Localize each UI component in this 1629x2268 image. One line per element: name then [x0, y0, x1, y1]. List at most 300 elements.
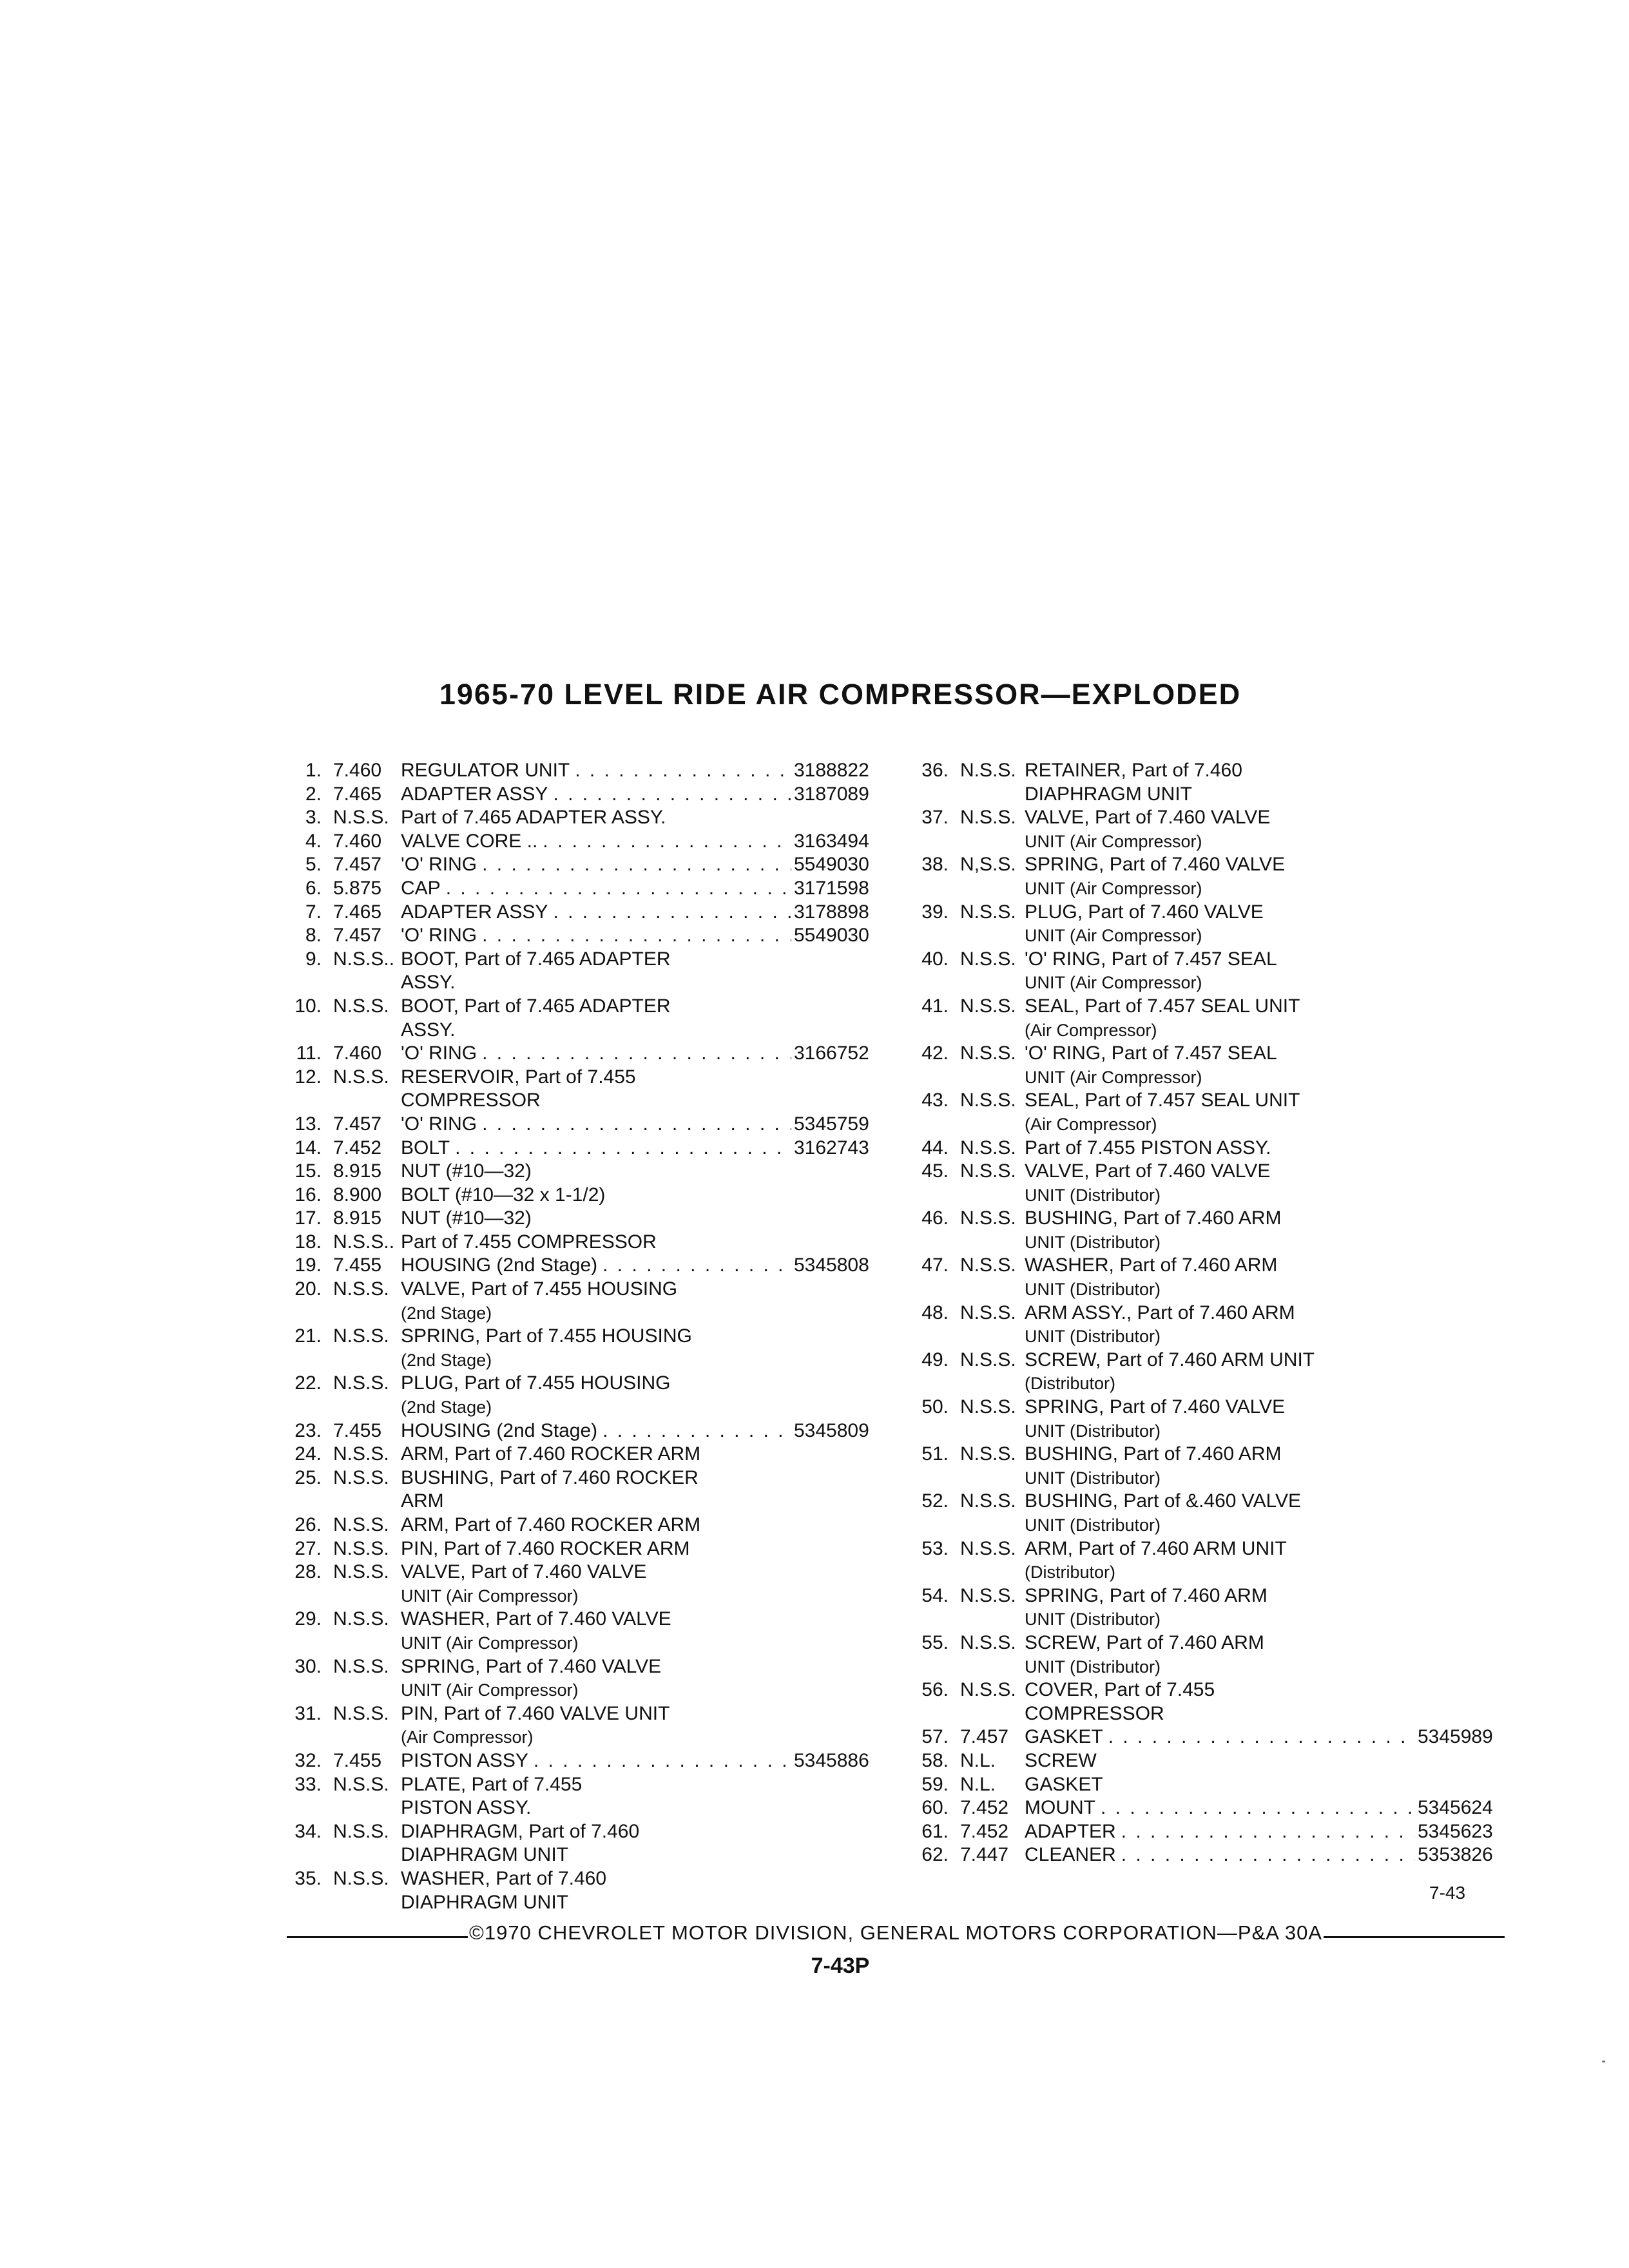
item-description: [401, 1137, 794, 1160]
item-number: 10.: [294, 995, 322, 1017]
part-number: [1418, 995, 1527, 1042]
part-number: [1418, 1773, 1527, 1797]
description-line: [1025, 830, 1418, 854]
parts-list-item: [287, 1160, 903, 1184]
item-description: [1025, 1490, 1418, 1537]
parts-list-item: [914, 1443, 1527, 1490]
item-number: 41.: [921, 995, 949, 1017]
description-text: (Air Compressor): [1025, 1114, 1157, 1134]
parts-list-item: [287, 1749, 903, 1773]
parts-list-item: [287, 1608, 903, 1655]
item-number: 18.: [294, 1231, 322, 1253]
description-line: [1025, 853, 1418, 877]
part-number: [1418, 1302, 1527, 1349]
description-line: [401, 1749, 794, 1773]
item-number: 49.: [921, 1349, 949, 1370]
group-number: N.S.S.: [960, 1160, 1016, 1182]
group-number: 7.457: [960, 1726, 1009, 1748]
description-line: [401, 1820, 794, 1844]
description-line: [401, 853, 794, 877]
parts-list-item: [287, 1207, 903, 1231]
part-number: [794, 1231, 903, 1254]
parts-list-item: [287, 1113, 903, 1137]
parts-list-item: [914, 1207, 1527, 1254]
part-number: [794, 995, 903, 1042]
item-description: [401, 853, 794, 877]
leader-dots: [1108, 1725, 1415, 1749]
description-text: PIN, Part of 7.460 ROCKER ARM: [401, 1537, 690, 1559]
description-text: Part of 7.455 PISTON ASSY.: [1025, 1137, 1271, 1158]
description-text: CAP: [401, 877, 441, 899]
item-description: [1025, 1207, 1418, 1254]
item-description: [401, 877, 794, 901]
description-line: [401, 1207, 794, 1231]
group-number: 7.452: [333, 1137, 382, 1158]
parts-list-item: [287, 830, 903, 854]
description-line: [401, 1796, 794, 1820]
item-description: [401, 1254, 794, 1278]
group-number: 7.465: [333, 901, 382, 923]
description-text: (2nd Stage): [401, 1350, 492, 1370]
description-text: UNIT (Air Compressor): [1025, 831, 1202, 851]
description-line: [401, 1655, 794, 1679]
description-text: PLUG, Part of 7.460 VALVE: [1025, 901, 1264, 923]
description-text: UNIT (Distributor): [1025, 1232, 1161, 1252]
description-line: [401, 1514, 794, 1537]
description-text: UNIT (Distributor): [1025, 1185, 1161, 1205]
description-line: [1025, 1231, 1418, 1254]
group-number: 7.455: [333, 1749, 382, 1771]
item-description: [1025, 1843, 1418, 1867]
description-text: BOLT (#10—32 x 1-1/2): [401, 1184, 606, 1206]
description-text: GASKET: [1025, 1726, 1103, 1748]
item-description: [401, 1231, 794, 1254]
item-description: [1025, 1678, 1418, 1725]
description-text: SPRING, Part of 7.460 VALVE: [401, 1655, 662, 1677]
description-text: DIAPHRAGM UNIT: [401, 1891, 569, 1913]
item-description: [401, 1042, 794, 1066]
group-number: N.S.S.: [333, 1561, 389, 1583]
item-description: [401, 995, 794, 1042]
description-line: [1025, 1372, 1418, 1396]
parts-list-item: [287, 1325, 903, 1372]
group-number: N.S.S.: [333, 1773, 389, 1795]
part-number: 3166752: [794, 1043, 869, 1064]
group-number: 7.460: [333, 760, 382, 781]
part-number: [794, 1443, 903, 1466]
item-number: 37.: [921, 807, 949, 829]
parts-list-item: [914, 1773, 1527, 1797]
parts-list-item: [287, 1537, 903, 1561]
group-number: N.S.S.: [960, 1349, 1016, 1370]
item-description: [1025, 806, 1418, 853]
description-text: 'O' RING: [401, 925, 477, 947]
group-number: 7.447: [960, 1844, 1009, 1866]
description-text: ADAPTER ASSY: [401, 901, 548, 923]
part-number: 5345886: [794, 1749, 869, 1771]
leader-dots: [1121, 1820, 1415, 1844]
description-text: (Distributor): [1025, 1562, 1116, 1582]
description-line: [401, 783, 794, 807]
description-text: UNIT (Air Compressor): [1025, 1067, 1202, 1087]
description-text: ARM, Part of 7.460 ROCKER ARM: [401, 1443, 701, 1465]
group-number: N.L.: [960, 1749, 996, 1771]
item-number: 27.: [294, 1537, 322, 1559]
description-text: UNIT (Distributor): [1025, 1468, 1161, 1488]
description-text: WASHER, Part of 7.460: [401, 1867, 607, 1889]
group-number: N.S.S.: [333, 1066, 389, 1088]
leader-dots: [575, 759, 791, 783]
description-text: BUSHING, Part of &.460 VALVE: [1025, 1490, 1302, 1512]
item-number: 36.: [921, 760, 949, 781]
description-line: [1025, 1042, 1418, 1066]
parts-list-item: [287, 1514, 903, 1537]
description-text: WASHER, Part of 7.460 VALVE: [401, 1608, 671, 1630]
description-line: [1025, 1773, 1418, 1797]
description-text: ASSY.: [401, 1019, 456, 1041]
item-description: [401, 948, 794, 995]
part-number: [1418, 1631, 1527, 1678]
description-line: [401, 1466, 794, 1490]
group-number: N.S.S.: [960, 901, 1016, 923]
item-description: [401, 901, 794, 925]
part-number: 3171598: [794, 877, 869, 899]
description-text: SCREW, Part of 7.460 ARM UNIT: [1025, 1349, 1315, 1370]
item-description: [1025, 1725, 1418, 1749]
group-number: N.S.S.: [960, 1631, 1016, 1653]
leader-dots: [602, 1254, 791, 1278]
parts-list-item: [914, 1396, 1527, 1443]
part-number: [1418, 1678, 1527, 1725]
item-description: [401, 1278, 794, 1325]
description-text: RETAINER, Part of 7.460: [1025, 760, 1242, 781]
parts-list-item: [914, 1631, 1527, 1678]
footer-copyright: ©1970 CHEVROLET MOTOR DIVISION, GENERAL MOTORS CORPORATION—P&A 30A: [469, 1921, 1322, 1944]
description-line: [1025, 901, 1418, 925]
description-line: [401, 1231, 794, 1254]
item-description: [401, 759, 794, 783]
part-number: [794, 1702, 903, 1749]
description-line: [401, 759, 794, 783]
item-number: 14.: [294, 1137, 322, 1158]
item-number: 35.: [294, 1867, 322, 1889]
item-description: [1025, 995, 1418, 1042]
description-text: VALVE CORE ..: [401, 830, 538, 852]
description-text: BOOT, Part of 7.465 ADAPTER: [401, 995, 671, 1017]
parts-list-item: [287, 901, 903, 925]
description-text: NUT (#10—32): [401, 1207, 532, 1229]
item-number: 28.: [294, 1561, 322, 1583]
leader-dots: [455, 1137, 791, 1160]
part-number: [794, 1466, 903, 1514]
parts-list-item: [914, 1254, 1527, 1301]
description-line: [1025, 1796, 1418, 1820]
item-number: 20.: [294, 1278, 322, 1300]
part-number: [1418, 806, 1527, 853]
parts-list-right: [914, 759, 1527, 1867]
part-number: [794, 1561, 903, 1608]
group-number: 8.915: [333, 1207, 382, 1229]
item-number: 38.: [921, 854, 949, 876]
parts-list-item: [914, 1089, 1527, 1136]
description-text: (Distributor): [1025, 1374, 1116, 1394]
description-text: PISTON ASSY: [401, 1749, 528, 1771]
part-number: [794, 1066, 903, 1113]
description-line: [401, 1678, 794, 1702]
part-number: [1418, 1349, 1527, 1396]
item-number: 33.: [294, 1773, 322, 1795]
description-line: [401, 1773, 794, 1797]
description-line: [1025, 1466, 1418, 1490]
description-line: [401, 1702, 794, 1726]
description-line: [401, 1867, 794, 1891]
item-number: 7.: [305, 901, 322, 923]
leader-dots: [534, 1749, 791, 1773]
parts-list-item: [287, 1702, 903, 1749]
leader-dots: [446, 877, 791, 901]
description-line: [401, 1302, 794, 1325]
parts-list-item: [287, 1867, 903, 1914]
description-line: [401, 1396, 794, 1419]
item-description: [1025, 1254, 1418, 1301]
item-number: 39.: [921, 901, 949, 923]
group-number: N.S.S.: [333, 1820, 389, 1842]
group-number: N.S.S..: [333, 948, 395, 970]
parts-list-item: [287, 924, 903, 948]
description-line: [401, 1419, 794, 1443]
item-description: [401, 1820, 794, 1867]
part-number: [1418, 759, 1527, 806]
group-number: N.S.S.: [960, 995, 1016, 1017]
parts-list-item: [287, 1443, 903, 1466]
description-line: [1025, 1207, 1418, 1231]
part-number: 5549030: [794, 854, 869, 876]
part-number: [1418, 1160, 1527, 1207]
description-text: UNIT (Air Compressor): [1025, 973, 1202, 993]
item-number: 50.: [921, 1396, 949, 1418]
description-line: [1025, 1066, 1418, 1090]
item-description: [1025, 1443, 1418, 1490]
description-line: [401, 1891, 794, 1915]
description-line: [401, 995, 794, 1019]
parts-list-item: [914, 1490, 1527, 1537]
description-line: [401, 1561, 794, 1584]
description-text: UNIT (Distributor): [1025, 1657, 1161, 1677]
description-text: SPRING, Part of 7.460 VALVE: [1025, 854, 1286, 876]
item-number: 3.: [305, 807, 322, 829]
part-number: [1418, 901, 1527, 948]
item-number: 52.: [921, 1490, 949, 1512]
page-number: 7-43P: [811, 1954, 870, 1978]
description-line: [1025, 1608, 1418, 1631]
description-line: [1025, 1443, 1418, 1466]
description-line: [401, 1537, 794, 1561]
description-line: [1025, 1843, 1418, 1867]
item-number: 34.: [294, 1820, 322, 1842]
item-number: 15.: [294, 1160, 322, 1182]
group-number: N.S.S.: [960, 760, 1016, 781]
group-number: N.S.S.: [960, 1137, 1016, 1158]
description-text: BOLT: [401, 1137, 450, 1158]
parts-list-item: [287, 1820, 903, 1867]
part-number: 5549030: [794, 925, 869, 947]
description-text: ASSY.: [401, 972, 456, 994]
item-number: 55.: [921, 1631, 949, 1653]
item-description: [401, 1773, 794, 1820]
item-number: 44.: [921, 1137, 949, 1158]
parts-list-item: [914, 853, 1527, 900]
parts-list-item: [914, 1749, 1527, 1773]
description-text: HOUSING (2nd Stage): [401, 1419, 598, 1441]
item-description: [401, 1561, 794, 1608]
parts-list-item: [287, 1655, 903, 1702]
description-text: RESERVOIR, Part of 7.455: [401, 1066, 636, 1088]
part-number: 3187089: [794, 783, 869, 805]
parts-list-item: [914, 1160, 1527, 1207]
description-text: ARM, Part of 7.460 ARM UNIT: [1025, 1537, 1287, 1559]
leader-dots: [1101, 1796, 1415, 1820]
description-text: VALVE, Part of 7.460 VALVE: [401, 1561, 647, 1583]
description-text: PISTON ASSY.: [401, 1797, 532, 1819]
item-description: [401, 783, 794, 807]
part-number: 5345989: [1418, 1726, 1493, 1748]
item-number: 13.: [294, 1113, 322, 1135]
item-number: 45.: [921, 1160, 949, 1182]
part-number: [794, 1537, 903, 1561]
group-number: N.S.S.: [960, 1254, 1016, 1276]
group-number: 7.455: [333, 1419, 382, 1441]
description-text: 'O' RING: [401, 1043, 477, 1064]
item-number: 30.: [294, 1655, 322, 1677]
description-line: [401, 1184, 794, 1207]
description-text: SPRING, Part of 7.460 ARM: [1025, 1584, 1268, 1606]
group-number: N.S.S.: [960, 1090, 1016, 1111]
item-description: [1025, 1042, 1418, 1089]
description-line: [1025, 759, 1418, 783]
parts-list-item: [914, 1302, 1527, 1349]
description-text: 'O' RING, Part of 7.457 SEAL: [1025, 1043, 1277, 1064]
item-description: [1025, 1631, 1418, 1678]
item-description: [1025, 1537, 1418, 1584]
part-number: [794, 1514, 903, 1537]
item-number: 23.: [294, 1419, 322, 1441]
description-text: WASHER, Part of 7.460 ARM: [1025, 1254, 1278, 1276]
parts-list-item: [914, 1796, 1527, 1820]
description-line: [1025, 1019, 1418, 1043]
parts-list-item: [914, 1678, 1527, 1725]
description-line: [1025, 948, 1418, 972]
description-text: UNIT (Air Compressor): [401, 1680, 579, 1700]
part-number: 3178898: [794, 901, 869, 923]
item-description: [401, 1702, 794, 1749]
group-number: N.S.S.: [333, 1372, 389, 1394]
parts-list-item: [287, 1231, 903, 1254]
part-number: [794, 1160, 903, 1184]
item-description: [1025, 759, 1418, 806]
parts-list-item: [287, 853, 903, 877]
part-number: 3163494: [794, 830, 869, 852]
item-number: 58.: [921, 1749, 949, 1771]
description-line: [1025, 971, 1418, 995]
description-line: [401, 1089, 794, 1113]
item-number: 29.: [294, 1608, 322, 1630]
part-number: 5345809: [794, 1419, 869, 1441]
part-number: [1418, 1443, 1527, 1490]
item-description: [1025, 853, 1418, 900]
item-description: [401, 1160, 794, 1184]
description-text: SPRING, Part of 7.460 VALVE: [1025, 1396, 1286, 1418]
parts-list-left: [287, 759, 903, 1914]
description-line: [1025, 1537, 1418, 1561]
description-text: Part of 7.455 COMPRESSOR: [401, 1231, 657, 1253]
group-number: 8.900: [333, 1184, 382, 1206]
group-number: 7.465: [333, 783, 382, 805]
item-number: 47.: [921, 1254, 949, 1276]
item-number: 19.: [294, 1254, 322, 1276]
parts-list-item: [287, 783, 903, 807]
item-number: 46.: [921, 1207, 949, 1229]
description-line: [1025, 1749, 1418, 1773]
parts-list-item: [287, 1466, 903, 1514]
description-text: SCREW, Part of 7.460 ARM: [1025, 1631, 1264, 1653]
item-description: [1025, 1160, 1418, 1207]
parts-list-item: [914, 1820, 1527, 1844]
leader-dots: [543, 830, 791, 854]
part-number: [1418, 853, 1527, 900]
item-description: [1025, 1349, 1418, 1396]
group-number: 7.452: [960, 1820, 1009, 1842]
footer-rule-right: [1324, 1936, 1505, 1938]
item-number: 24.: [294, 1443, 322, 1465]
description-line: [1025, 1820, 1418, 1844]
description-text: Part of 7.465 ADAPTER ASSY.: [401, 807, 666, 829]
description-line: [401, 1443, 794, 1466]
part-number: [794, 1867, 903, 1914]
part-number: [794, 1325, 903, 1372]
parts-list-item: [914, 995, 1527, 1042]
description-text: DIAPHRAGM UNIT: [401, 1844, 569, 1866]
group-number: N.L.: [960, 1773, 996, 1795]
description-text: VALVE, Part of 7.460 VALVE: [1025, 807, 1271, 829]
part-number: [794, 1184, 903, 1207]
part-number: 3162743: [794, 1137, 869, 1158]
description-line: [401, 1608, 794, 1631]
description-line: [401, 1325, 794, 1349]
item-description: [401, 1066, 794, 1113]
description-line: [401, 901, 794, 925]
description-text: UNIT (Distributor): [1025, 1280, 1161, 1300]
description-text: SEAL, Part of 7.457 SEAL UNIT: [1025, 1090, 1300, 1111]
description-line: [1025, 1702, 1418, 1726]
description-line: [401, 877, 794, 901]
item-description: [401, 1207, 794, 1231]
parts-list-item: [914, 1349, 1527, 1396]
group-number: N.S.S.: [333, 1443, 389, 1465]
item-number: 62.: [921, 1844, 949, 1866]
part-number: 5345623: [1418, 1820, 1493, 1842]
description-text: BUSHING, Part of 7.460 ARM: [1025, 1443, 1282, 1465]
description-text: DIAPHRAGM UNIT: [1025, 783, 1193, 805]
parts-list-item: [287, 1042, 903, 1066]
part-number: [1418, 1537, 1527, 1584]
group-number: N.S.S.: [960, 1396, 1016, 1418]
description-text: SEAL, Part of 7.457 SEAL UNIT: [1025, 995, 1300, 1017]
description-line: [1025, 1631, 1418, 1655]
item-description: [401, 1537, 794, 1561]
item-number: 25.: [294, 1466, 322, 1488]
description-text: COVER, Part of 7.455: [1025, 1679, 1215, 1701]
item-number: 61.: [921, 1820, 949, 1842]
